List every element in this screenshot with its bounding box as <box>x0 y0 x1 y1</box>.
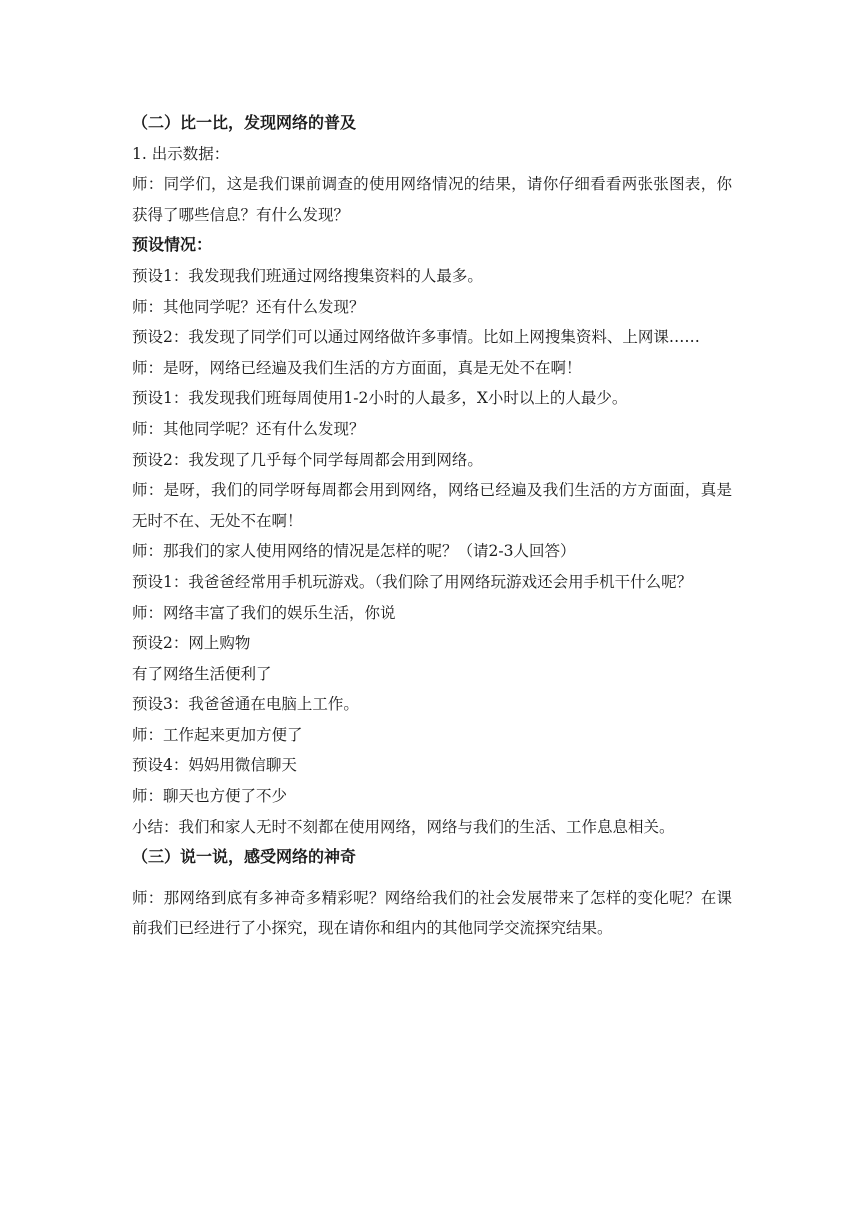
paragraph: 预设2：我发现了几乎每个同学每周都会用到网络。 <box>132 450 483 469</box>
paragraph: 预设3：我爸爸通在电脑上工作。 <box>132 695 359 714</box>
paragraph: 师：其他同学呢？还有什么发现？ <box>132 419 365 438</box>
paragraph: 师：其他同学呢？还有什么发现？ <box>132 297 365 316</box>
paragraph: 师：工作起来更加方便了 <box>132 725 303 744</box>
spacer <box>132 873 732 883</box>
paragraph: 1. 出示数据： <box>132 144 230 163</box>
paragraph: 有了网络生活便利了 <box>132 664 272 683</box>
paragraph: 预设2：网上购物 <box>132 634 251 653</box>
paragraph: 小结：我们和家人无时不刻都在使用网络，网络与我们的生活、工作息息相关。 <box>132 817 675 836</box>
paragraph: 预设1：我发现我们班通过网络搜集资料的人最多。 <box>132 266 483 285</box>
paragraph: 师：网络丰富了我们的娱乐生活，你说 <box>132 603 396 622</box>
paragraph: 师：聊天也方便了不少 <box>132 787 288 806</box>
document-body <box>132 108 732 944</box>
section-heading-compare: （二）比一比，发现网络的普及 <box>132 113 357 132</box>
paragraph: 预设2：我发现了同学们可以通过网络做许多事情。比如上网搜集资料、上网课…… <box>132 328 700 347</box>
paragraph: 师：那网络到底有多神奇多精彩呢？网络给我们的社会发展带来了怎样的变化呢？在课前我们已经进行了小探究，现在请你和组内的其他同学交流探究结果。 <box>132 888 732 938</box>
paragraph: 师：是呀，我们的同学呀每周都会用到网络，网络已经遍及我们生活的方方面面，真是无时不在、无处不在啊！ <box>132 481 732 530</box>
paragraph: 师：是呀，网络已经遍及我们生活的方方面面，真是无处不在啊！ <box>132 358 582 377</box>
paragraph: 预设4：妈妈用微信聊天 <box>132 756 297 775</box>
paragraph: 师：那我们的家人使用网络的情况是怎样的呢？（请2-3人回答） <box>132 542 576 561</box>
paragraph: 师：同学们，这是我们课前调查的使用网络情况的结果，请你仔细看看两张张图表，你获得了哪些信息？有什么发现？ <box>132 175 732 224</box>
paragraph: 预设1：我发现我们班每周使用1-2小时的人最多，X小时以上的人最少。 <box>132 389 628 408</box>
section-heading-feel: （三）说一说，感受网络的神奇 <box>132 847 357 867</box>
subheading-presets: 预设情况： <box>132 235 213 255</box>
paragraph: 预设1：我爸爸经常用手机玩游戏。（我们除了用网络玩游戏还会用手机干什么呢？ <box>132 572 693 591</box>
